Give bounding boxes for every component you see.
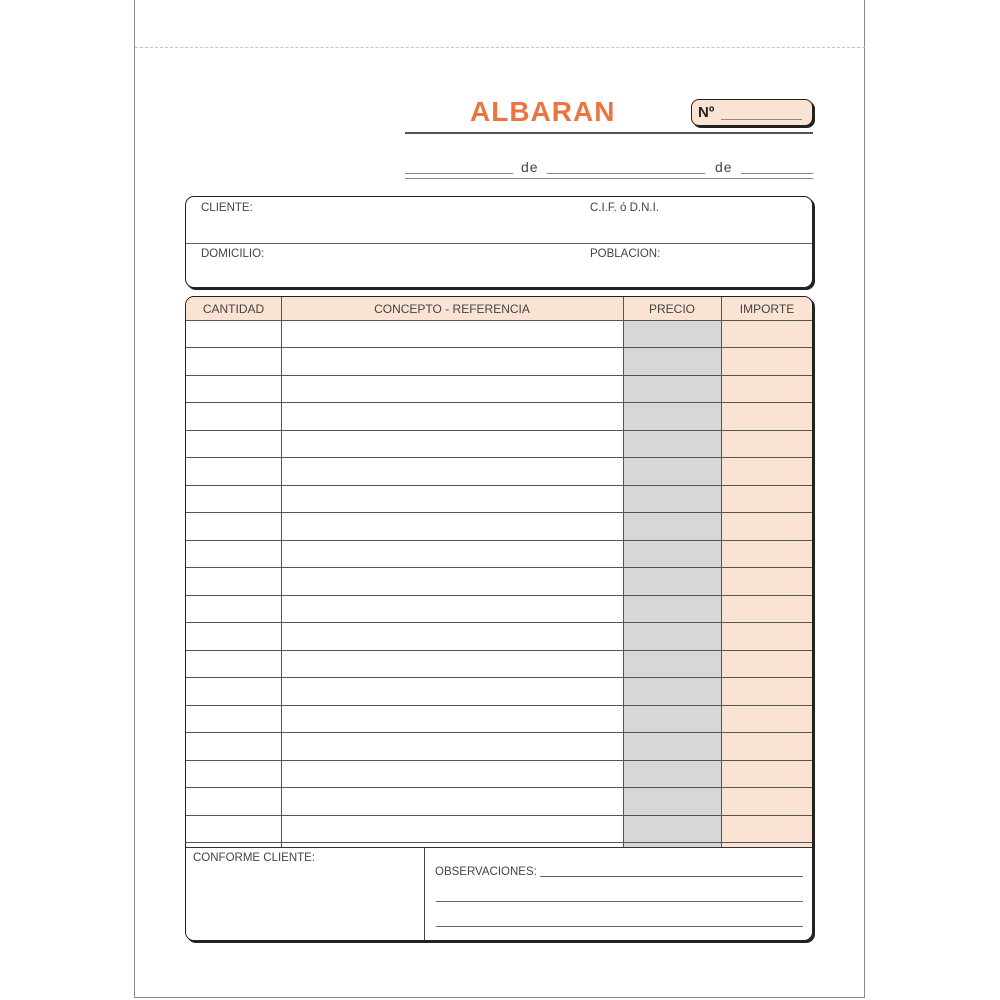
conforme-cliente-label: CONFORME CLIENTE: [193,852,316,864]
date-field [405,157,813,177]
footer-rule [186,847,812,848]
table-row[interactable] [186,677,812,678]
column-divider [623,297,624,847]
table-row[interactable] [186,650,812,651]
column-header-concepto: CONCEPTO - REFERENCIA [374,302,530,316]
table-row[interactable] [186,595,812,596]
client-section [185,196,813,288]
number-label: Nº [698,104,715,121]
table-row[interactable] [186,347,812,348]
observaciones-line[interactable] [436,926,803,927]
client-divider [186,243,812,244]
observaciones-line[interactable] [540,876,803,877]
date-year-field[interactable] [741,173,813,174]
date-rule [405,178,813,179]
observaciones-label: OBSERVACIONES: [435,866,537,878]
column-divider [281,297,282,847]
domicilio-label: DOMICILIO: [201,248,265,260]
column-header-precio: PRECIO [648,302,695,316]
date-day-field[interactable] [405,173,513,174]
importe-column-fill [721,320,813,847]
table-row[interactable] [186,732,812,733]
table-row[interactable] [186,485,812,486]
perforation-line [135,47,865,48]
observaciones-line[interactable] [436,901,803,902]
document-number-field[interactable] [691,99,813,126]
number-underline [721,119,802,120]
table-row[interactable] [186,815,812,816]
column-divider [721,297,722,847]
table-row[interactable] [186,540,812,541]
table-row[interactable] [186,705,812,706]
precio-column-fill [623,320,721,847]
table-row[interactable] [186,457,812,458]
table-row[interactable] [186,787,812,788]
footer-divider [424,848,425,941]
table-row[interactable] [186,402,812,403]
table-row[interactable] [186,512,812,513]
document-title: ALBARAN [470,96,616,127]
column-header-cantidad: CANTIDAD [202,302,265,316]
title-rule [405,132,813,134]
date-separator-2: de [715,159,733,175]
cliente-label: CLIENTE: [201,202,253,214]
cif-dni-label: C.I.F. ó D.N.I. [590,202,660,214]
poblacion-label: POBLACION: [590,248,661,260]
table-row[interactable] [186,567,812,568]
table-row[interactable] [186,842,812,843]
table-row[interactable] [186,375,812,376]
table-header [186,297,812,321]
table-row[interactable] [186,760,812,761]
table-row[interactable] [186,430,812,431]
signature-area[interactable] [186,849,423,941]
table-row[interactable] [186,622,812,623]
date-month-field[interactable] [547,173,705,174]
column-header-importe: IMPORTE [739,302,795,316]
items-table [185,296,813,941]
date-separator-1: de [521,159,539,175]
